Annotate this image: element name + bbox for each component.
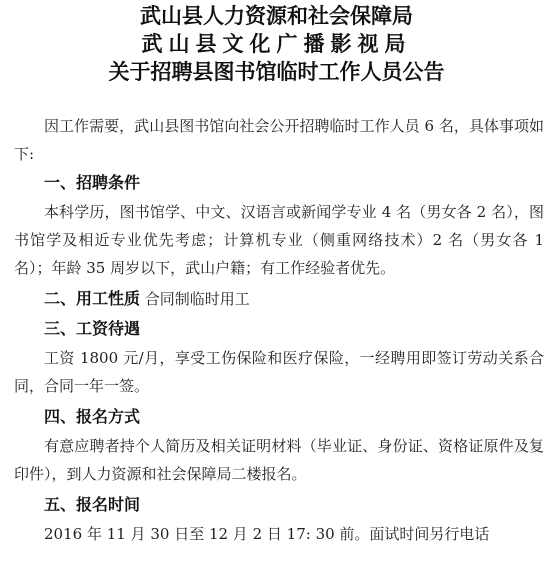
section-title: 二、用工性质: [44, 289, 141, 308]
section-title: 四、报名方式: [44, 407, 141, 426]
section-heading-application-method: [14, 402, 544, 432]
section-heading-application-time: [14, 490, 544, 520]
application-time-paragraph: 2016 年 11 月 30 日至 12 月 2 日 17: 30 前。面试时间另行电话: [44, 525, 490, 543]
issuer-line-1: 武山县人力资源和社会保障局: [140, 3, 413, 28]
issuer-line-2: 武山县文化广播影视局: [141, 31, 412, 56]
section-heading-requirements: [14, 168, 544, 198]
notice-title: 关于招聘县图书馆临时工作人员公告: [108, 59, 445, 84]
intro-paragraph: 因工作需要，武山县图书馆向社会公开招聘临时工作人员 6 名，具体事项如下:: [14, 117, 544, 163]
section-title: 一、招聘条件: [44, 173, 141, 192]
employment-type-value: 合同制临时用工: [144, 290, 250, 308]
section-heading-employment-type: [14, 284, 544, 314]
application-method-paragraph: 有意应聘者持个人简历及相关证明材料（毕业证、身份证、资格证原件及复印件），到人力资源和社会保障局二楼报名。: [14, 437, 544, 483]
section-title: 三、工资待遇: [44, 319, 141, 338]
notice-header: [0, 2, 553, 86]
notice-body: [14, 112, 544, 548]
requirements-paragraph: 本科学历，图书馆学、中文、汉语言或新闻学专业 4 名（男女各 2 名），图书馆学及相近专业优先考虑；计算机专业（侧重网络技术）2 名（男女各 1 名）；年龄 35 周岁以下，武山户籍；有工作经验者优先。: [14, 203, 544, 277]
section-title: 五、报名时间: [44, 495, 141, 514]
section-heading-salary: [14, 314, 544, 344]
salary-paragraph: 工资 1800 元/月，享受工伤保险和医疗保险，一经聘用即签订劳动关系合同，合同一年一签。: [14, 349, 544, 395]
